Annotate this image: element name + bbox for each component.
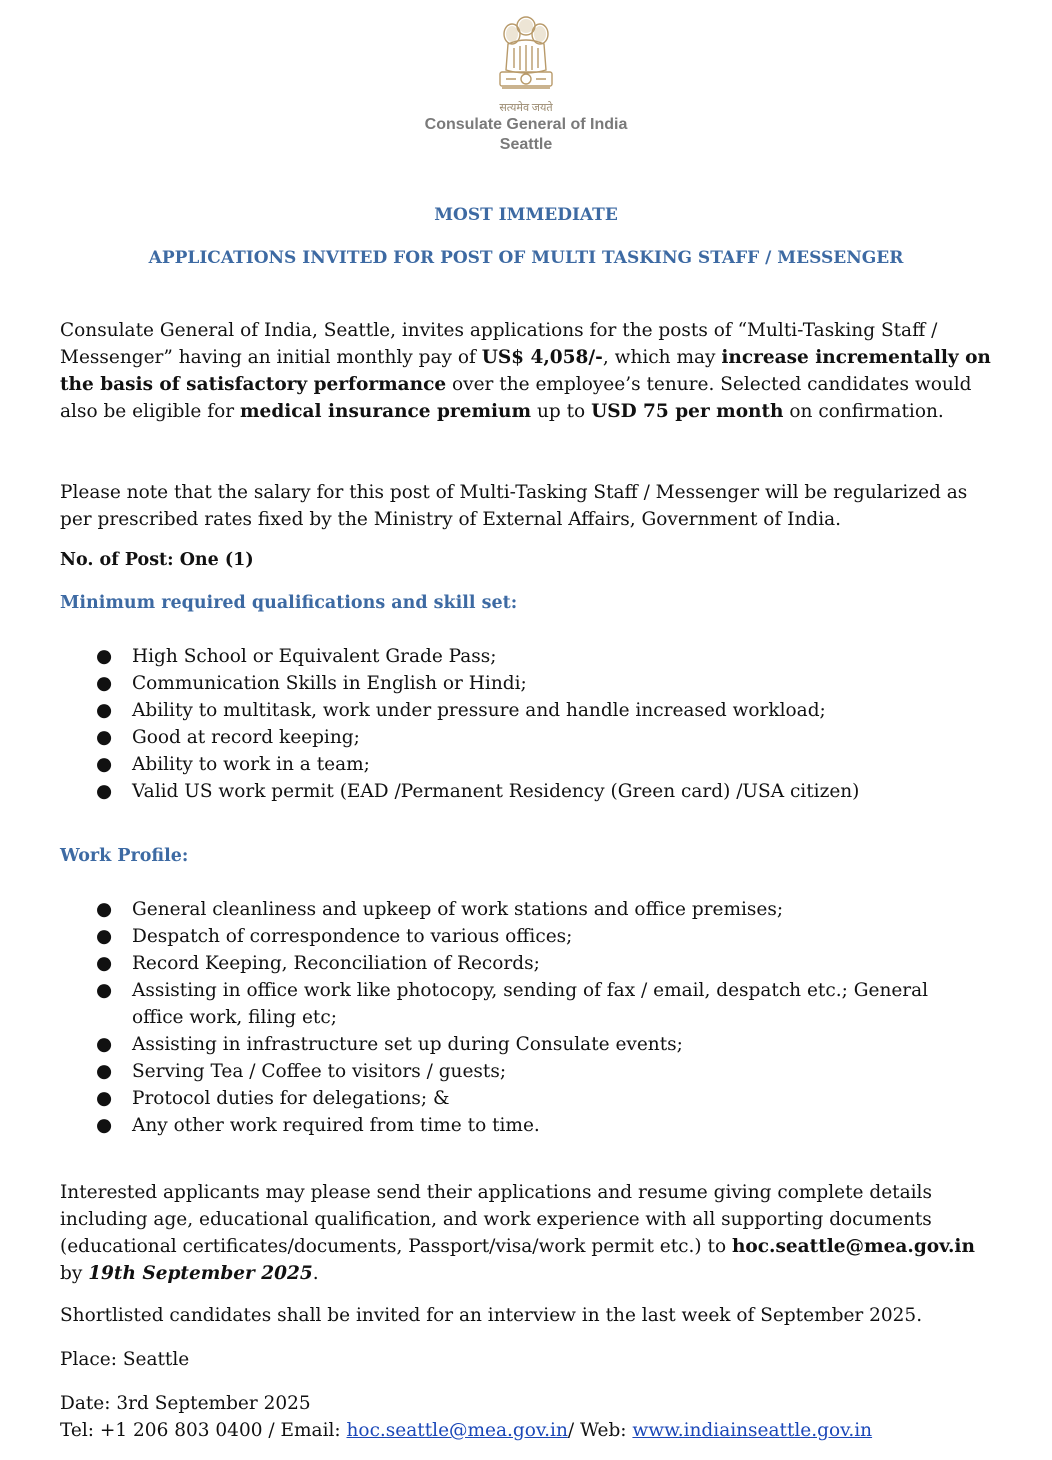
list-item-text: Serving Tea / Coffee to visitors / guests; — [132, 1061, 507, 1082]
intro-text: up to — [531, 401, 592, 422]
intro-text: on confirmation. — [783, 401, 944, 422]
bullet-icon: ● — [96, 1115, 113, 1136]
bullet-icon: ● — [96, 899, 113, 920]
list-item — [60, 896, 980, 923]
insurance-benefit: medical insurance premium — [239, 401, 532, 422]
list-item — [60, 778, 980, 805]
intro-text: Consulate General of India, Seattle, invites applications for the posts of “Multi-Tasking Staff / Messenger” having an initial monthly pay of — [60, 320, 938, 368]
motto: सत्यमेव जयते — [499, 102, 553, 114]
qualifications-heading: Minimum required qualifications and skill set: — [60, 593, 518, 613]
list-item — [60, 1058, 980, 1085]
intro-text: , which may — [602, 347, 722, 368]
application-text: Interested applicants may please send their applications and resume giving complete details including age, educational qualification, and work experience with all supporting documents (educational certificates/documents, Passport/visa/work permit etc.) to — [60, 1182, 932, 1257]
list-item — [60, 977, 980, 1031]
increment-note: increase incrementally on the basis of satisfactory performance — [60, 347, 991, 395]
bullet-icon: ● — [96, 646, 113, 667]
contact-web-label: / Web: — [567, 1420, 633, 1441]
list-item-text: Valid US work permit (EAD /Permanent Residency (Green card) /USA citizen) — [132, 781, 860, 802]
intro-text: over the employee’s tenure. Selected candidates would also be eligible for — [60, 374, 972, 422]
application-deadline: 19th September 2025 — [88, 1263, 313, 1284]
list-item — [60, 923, 980, 950]
letterhead — [0, 10, 1052, 155]
bullet-icon: ● — [96, 980, 113, 1001]
list-item-text: Despatch of correspondence to various offices; — [132, 926, 573, 947]
application-text: . — [312, 1263, 319, 1284]
list-item-text: Assisting in office work like photocopy, sending of fax / email, despatch etc.; General office work, filing etc; — [132, 980, 929, 1028]
list-item-text: Good at record keeping; — [132, 727, 360, 748]
bullet-icon: ● — [96, 953, 113, 974]
date: Date: 3rd September 2025 — [60, 1393, 311, 1414]
list-item-text: Communication Skills in English or Hindi; — [132, 673, 527, 694]
intro-paragraph — [60, 317, 1000, 425]
application-instructions — [60, 1179, 1000, 1287]
office-name: Consulate General of India — [424, 116, 628, 133]
bullet-icon: ● — [96, 781, 113, 802]
list-item — [60, 1112, 980, 1139]
shortlist-note: Shortlisted candidates shall be invited for an interview in the last week of September 2025. — [60, 1305, 923, 1326]
application-text: by — [60, 1263, 89, 1284]
list-item — [60, 670, 980, 697]
list-item — [60, 697, 980, 724]
list-item-text: Protocol duties for delegations; & — [132, 1088, 450, 1109]
application-email: hoc.seattle@mea.gov.in — [731, 1236, 975, 1257]
list-item — [60, 1085, 980, 1112]
contact-line — [60, 1417, 1000, 1444]
national-emblem-icon — [486, 10, 566, 102]
office-city: Seattle — [499, 136, 553, 153]
bullet-icon: ● — [96, 700, 113, 721]
bullet-icon: ● — [96, 926, 113, 947]
contact-email-link[interactable]: hoc.seattle@mea.gov.in — [346, 1420, 568, 1441]
qualifications-list — [60, 643, 980, 805]
urgency-heading: MOST IMMEDIATE — [434, 205, 618, 225]
bullet-icon: ● — [96, 1034, 113, 1055]
list-item-text: High School or Equivalent Grade Pass; — [132, 646, 497, 667]
list-item — [60, 724, 980, 751]
work-profile-heading: Work Profile: — [60, 846, 189, 866]
bullet-icon: ● — [96, 673, 113, 694]
bullet-icon: ● — [96, 727, 113, 748]
list-item-text: General cleanliness and upkeep of work stations and office premises; — [132, 899, 784, 920]
contact-phone: Tel: +1 206 803 0400 / Email: — [60, 1420, 347, 1441]
notice-title: APPLICATIONS INVITED FOR POST OF MULTI TASKING STAFF / MESSENGER — [148, 248, 904, 268]
list-item — [60, 1031, 980, 1058]
list-item-text: Any other work required from time to time. — [132, 1115, 540, 1136]
list-item — [60, 950, 980, 977]
bullet-icon: ● — [96, 1088, 113, 1109]
list-item — [60, 751, 980, 778]
list-item-text: Record Keeping, Reconciliation of Records; — [132, 953, 540, 974]
number-of-posts: No. of Post: One (1) — [60, 550, 254, 570]
initial-pay: US$ 4,058/- — [481, 347, 603, 368]
salary-note: Please note that the salary for this post of Multi-Tasking Staff / Messenger will be regularized as per prescribed rates fixed by the Ministry of External Affairs, Government of India. — [60, 482, 968, 530]
list-item — [60, 643, 980, 670]
place: Place: Seattle — [60, 1349, 190, 1370]
website-link[interactable]: www.indiainseattle.gov.in — [632, 1420, 873, 1441]
list-item-text: Ability to multitask, work under pressure and handle increased workload; — [132, 700, 826, 721]
list-item-text: Assisting in infrastructure set up during Consulate events; — [132, 1034, 683, 1055]
bullet-icon: ● — [96, 754, 113, 775]
list-item-text: Ability to work in a team; — [132, 754, 370, 775]
work-profile-list — [60, 896, 980, 1139]
insurance-amount: USD 75 per month — [591, 401, 784, 422]
bullet-icon: ● — [96, 1061, 113, 1082]
